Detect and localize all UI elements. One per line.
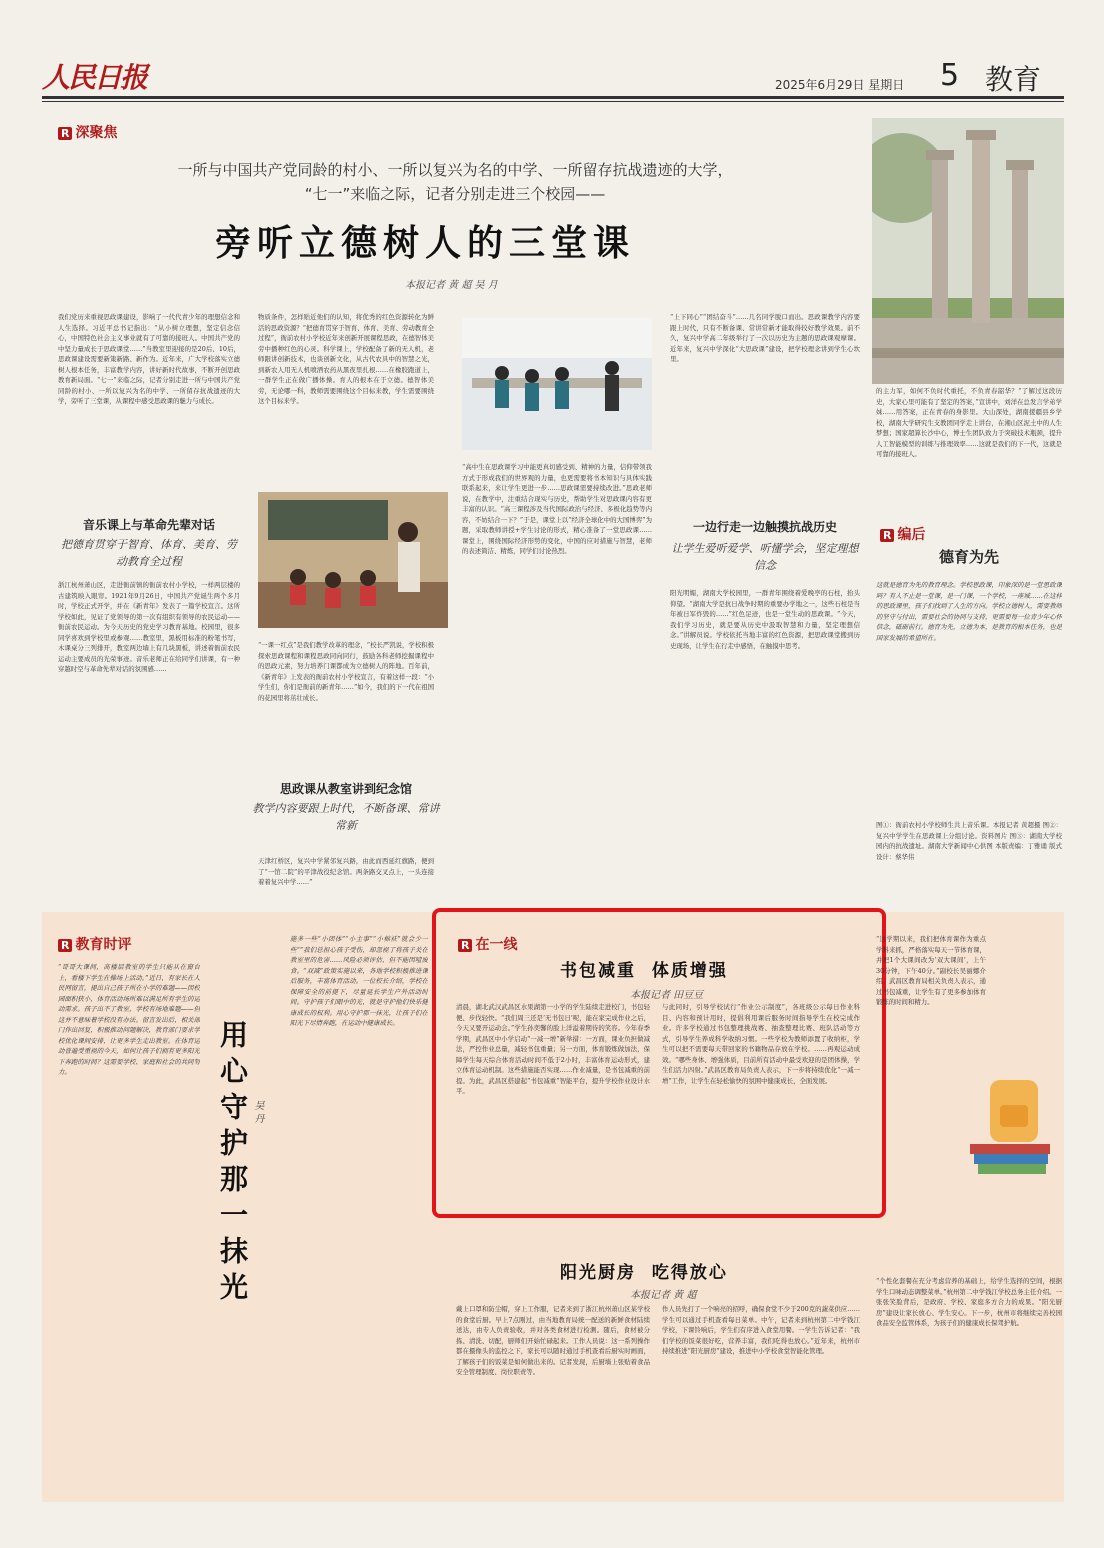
frontline-col3-text: “这学期以来，我们把体育课作为重点学科来抓，严格落实每天一节体育课，并把1个大课间改为‘双大课间’，上午30分钟，下午40分。”副校长吴丽娜介绍。武昌区教育局相关负责人表示，通过书包减重，让学生有了更多参加体育锻炼的时间和精力。	[876, 935, 986, 1006]
backpack-illustration-box	[960, 1060, 1062, 1180]
kitchen-headline: 阳光厨房 吃得放心	[560, 1263, 728, 1283]
frontline-byline: 本报记者 田豆豆	[630, 990, 704, 1001]
commentary-tag: R 教育时评	[58, 934, 131, 954]
photo-pillars	[872, 118, 1064, 384]
feature-intro	[70, 158, 840, 206]
intro-line-1: 一所与中国共产党同龄的村小、一所以复兴为名的中学、一所留存抗战遗迹的大学，	[177, 161, 733, 179]
section-name: 教育	[985, 63, 1042, 96]
commentary-col2-text: 施多一些“小团体”“小主事”“小棉袄”就会少一些“”我们总担心孩子受伤，却忽视了将孩子关在教室里的危害……风险必须评估，但不能因噎废食。“双减”政策实施以来，各地学校积极推进课后服务，丰富体育活动。一位校长介绍，学校在保障安全的前提下，尽量延长学生户外活动时间。守护孩子们眼中的光，就是守护他们快乐健康成长的权利。用心守护那一抹光，让孩子们在阳光下尽情奔跑，在运动中健康成长。	[290, 935, 428, 1027]
feature-subsubhead-3: 让学生爱听爱学、听懂学会，坚定理想信念	[671, 542, 859, 572]
feature-col2-text2: 天津红桥区，复兴中学紧邻复兴路，由此而西延红旗路，便到了“一馆二院”的平津战役纪念馆。两条路交叉点上，一头连接着着复兴中学……”	[258, 857, 434, 886]
kitchen-col1-text: 戴上口罩和防尘帽，穿上工作服，记者来到了浙江杭州萧山区某学校的食堂后厨。早上7点刚过，由当地教育局统一配送的新鲜食材陆续送达，由专人负责验收，并对各类食材进行检测。随后，食材被分拣、清洗、切配，厨师们开始忙碌起来。工作人员说：这一系列操作都在摄像头的监控之下，家长可以随时通过手机查看后厨实时画面，了解孩子们的饭菜是如何做出来的。记者发现，后厨墙上张贴着食品安全管理制度、岗位职责等。	[456, 1305, 650, 1376]
masthead-rule-thin	[42, 101, 1064, 102]
intro-line-2: “七一”来临之际，记者分别走进三个校园——	[304, 185, 606, 203]
commentary-headline: 用心守护那一抹光	[216, 1020, 249, 1308]
frontline-col2-text: 与此同时，引导学校试行“作业公示制度”，各班级公示每日作业科目、内容和预计用时，提倡利用课后服务时间指导学生在校完成作业。许多学校通过书包整理挑战赛、抽查整理比赛、班队活动等方式，引导学生养成科学收纳习惯。一些学校为教师添置了收纳柜，学生可以把不需要每天带回家的书籍物品存放在学校。……再观运动成效。“哪些身体、增强体质，目前所有活动中最受欢迎的是团体操，学生们活力四射。”武昌区教育局负责人表示，下一步将持续优化“一减一增”工作，让学生在轻松愉快的氛围中健康成长，全面发展。	[662, 1003, 860, 1085]
feature-col4-text2: 阳光明媚，湖南大学校园里，一群青年围绕着爱晚亭的石柱，抬头仰望。“湖南大学是抗日战争时期的重要办学地之一，这些石柱是当年被日军炸毁的……”红色足迹，也是一堂生动的思政课。“今天，我们学习历史，就是要从历史中汲取智慧和力量，坚定理想信念。”讲解员说。学校依托当地丰富的红色资源，把思政课堂搬到历史现场，让学生在行走中感悟，在触摸中思考。	[670, 589, 860, 650]
feature-col1-text: 我们党历来重视思政课建设，影响了一代代青少年的理想信念和人生选择。习近平总书记指出：“从小树立理想，坚定信念信心，中国特色社会主义事业就有了可靠的接班人。中国共产党的中坚力量成长于思政课堂……”当教室里迎接的是20后、10后，思政课建设需要新策新路、新作为。近年来，广大学校落实立德树人根本任务，丰富教学内容，讲好新时代故事，不断开创思政教育新局面。“七一”来临之际，记者分别走进一所与中国共产党同龄的村小、一所以复兴为名的中学、一所留存抗战遗迹的大学，旁听了三堂课，从课程中感受思政课的魅力与成长。	[58, 313, 240, 405]
feature-subhead-3: 一边行走一边触摸抗战历史	[692, 520, 837, 534]
afterword-tag: R 编后	[880, 524, 925, 544]
masthead-rule	[42, 96, 1064, 99]
feature-col4-text: “上下同心”“团结奋斗”……几名同学脱口而出。思政课教学内容要跟上时代，只有不断备课、常讲常新才能取得较好教学效果。前不久，复兴中学高二年级举行了一次以历史为主题的思政课观摩课。近年来，复兴中学深化“大思政课”建设，把学校理念讲到学生心坎里。	[670, 313, 860, 363]
feature-subhead-2: 思政课从教室讲到纪念馆	[279, 782, 412, 796]
feature-subhead-1: 音乐课上与革命先辈对话	[82, 518, 215, 532]
feature-byline: 本报记者 黄 超 吴 月	[405, 280, 498, 291]
feature-subsubhead-2: 教学内容要跟上时代，不断备课、常讲常新	[252, 802, 440, 832]
feature-tag: R 深聚焦	[58, 122, 117, 142]
feature-col2-text: 物质条件，怎样贴近他们的认知，将优秀的红色资源转化为鲜活的思政资源？“把德育贯穿于智育、体育、美育、劳动教育全过程”，衙前农村小学校近年来创新开展课程思政，在德智体美劳中播种红色的心灵。科学课上，学校配备了新的无人机，老师跟讲创新技术，也谈创新文化，从古代农具中的智慧之光，到新农人用无人机喷洒农药从黑夜里扎根……在橡胶跑道上，一群学生正在做广播体操。育人的根本在于立德。德智体美劳，无论哪一科，教师需要围绕这个目标来教，学生需要围绕这个目标来学。	[258, 313, 434, 405]
feature-col5-text: 的主力军，如何不负时代重托，不负青春韶华？“了解过这段历史，大家心里可能有了坚定的答案，”宣讲中，刘洋在总发言学弟学妹……用答案，正在青春的身影里。大山深处，湖南援疆县乡学校，湖南大学研究生支教团同学走上讲台，在湘山区泥土中的人生梦想；国家超算长沙中心，博士生团队致力于突破技术瓶颈，提升人工智能模型的训练与推理效率……这就是我们的下一代，这就是可靠的接班人。	[876, 387, 1062, 458]
afterword-title: 德育为先	[938, 548, 999, 566]
photo-credits: 图①：衙前农村小学校师生共上音乐课。本报记者 黄超摄 图②：复兴中学学生在思政课上分组讨论。资料图片 图③：湖南大学校园内的抗战遗址。湖南大学新闻中心供图 本版责编：丁雅诵 版式设计：蔡华伟	[876, 821, 1062, 861]
photo-music-class	[258, 492, 448, 628]
feature-col2-caption: “一课一红点”是我们教学改革的理念，“校长严凯说，学校积极探索思政课程和课程思政同向同行，鼓励各科老师挖掘课程中的思政元素，努力培养门课都成为立德树人的阵地。百年前，《新青年》上发表的衙前农村小学校宣言，有着这样一段：“小学生们，你们是衙前的新青年……”如今，我们的下一代在祖国的花园里将茁壮成长。	[258, 641, 434, 702]
r-icon: R	[880, 529, 894, 542]
photo-classroom	[462, 318, 652, 450]
backpack-books-icon	[960, 1060, 1062, 1180]
feature-col1-text2: 浙江杭州萧山区，走进衙前镇的衙前农村小学校，一样两层楼的古建筑映入眼帘。1921年9月26日，中国共产党诞生两个多月时，学校正式开学，并在《新青年》发表了一篇学校宣言。这所学校如此，见证了党领导的第一次有组织有领导的农民运动——衙前农民运动。为今天历史的党史学习教育基地。校园里，很多同学喜欢到学校里或参观……教室里，黑板用标准的粉笔书写，木课桌分三列排开，教室两边墙上有几块黑板，讲述着衙前农民运动主要成员的光荣事迹。音乐老师正在给同学们讲课，有一种穿越时空与革命先辈对话的氛围感……	[58, 581, 240, 673]
r-icon: R	[58, 939, 72, 952]
music-class-illustration	[258, 492, 448, 628]
commentary-author: 吴 丹	[252, 1100, 263, 1124]
pillars-illustration	[872, 118, 1064, 384]
kitchen-byline: 本报记者 黄 超	[630, 1290, 697, 1301]
r-icon: R	[458, 939, 472, 952]
frontline-headline: 书包减重 体质增强	[560, 961, 728, 981]
page-number: 5	[940, 58, 960, 93]
kitchen-col3-text: “个性化套餐在充分考虑营养的基础上，给学生选择的空间，根据学生口味动态调整菜单。”杭州第二中学钱江学校总务主任介绍。一张张笑脸背后，是政府、学校、家庭多方合力的成果。“阳光厨房”建设让家长放心、学生安心。下一步，杭州市将继续完善校园食品安全监管体系，为孩子们的健康成长保驾护航。	[876, 1277, 1062, 1327]
kitchen-col2-text: 作人员先打了一个响亮的招呼，确保食堂不少于200克的蔬菜供应……学生可以通过手机查看每日菜单。中午，记者来到杭州第二中学钱江学校，下课铃响后，学生们有序进入食堂用餐。一学生告诉记者：“我们学校的饭菜很好吃，营养丰富，我们吃得也放心。”近年来，杭州市持续推进“阳光厨房”建设，推进中小学校食堂智能化管理。	[662, 1305, 860, 1355]
frontline-col1-text: 清晨，湖北武汉武昌区水果湖第一小学的学生陆续走进校门，书包轻便、步伐轻快。“我们周三还是‘无书包日’呢，能在家完成作业之后，今天又要开运动会。”学生孙奕馨的脸上洋溢着期待的笑容。今年春季学期，武昌区中小学启动“一减一增”新举措：一方面，课业负担做减法，严控作业总量，减轻书包重量；另一方面，体育锻炼做加法，保障学生每天综合体育活动时间不低于2小时，丰富体育运动形式，建立体育运动机制。这些措施能否实现……作业减量，是书包减重的前提。为此，武昌区搭建起“书包减重”智能平台，提升学校作业设计水平。	[456, 1003, 650, 1095]
feature-headline: 旁听立德树人的三堂课	[215, 223, 636, 264]
issue-date: 2025年6月29日 星期日	[775, 78, 905, 92]
feature-subsubhead-1: 把德育贯穿于智育、体育、美育、劳动教育全过程	[61, 538, 237, 568]
r-icon: R	[58, 127, 72, 140]
frontline-tag: R 在一线	[458, 934, 517, 954]
newspaper-logo: 人民日报	[42, 61, 147, 94]
commentary-col1-text: “哥哥大课间，高楼层教室的学生只能从在窗台上，看楼下学生在操场上活动。”近日，有家长在人民网留言，提出自己孩子所在小学的难题——因校园面积狭小，体育活动场所难以满足所有学生的运动需求。孩子出不了教室，学校有场地难题——但这并不意味着学校没有办法。留言发出后，相关部门作出回复，积极推动问题解决，教育部门要求学校优化课间安排，让更多学生走出教室。在体育运动普遍受重视的今天，如何让孩子们拥有更多阳光下奔跑的时间？这需要学校、家庭和社会的共同努力。	[58, 963, 200, 1076]
feature-col3-text: “高中生在思政课学习中能更真切感受到、精神的力量，信仰带领我方式于形成我们的世界观的力量，也更需要将书本知识与具体实践联系起来，来让学生更进一步……思政课需要持续改进。”思政老师说，在教学中，注重结合现实与历史，帮助学生对思政课内容有更丰富的认识。“高三课程涉及当代国际政治与经济、多极化趋势等内容，不妨结合一下？”于是，课堂上以“经济全球化中的大国博弈”为题，采取教师讲授+学生讨论的形式，精心准备了一堂思政课……课堂上，围绕国际经济形势的变化，中国的应对措施与智慧，老师的表述简洁、精炼，同学们讨论热烈。	[462, 463, 652, 555]
afterword-text: 这就是德育为先的教育理念。学校思政课，印象深的是一堂思政课吗？有人不止是一堂课，是一门课，一个学校，一座城……在这样的思政课里，孩子们找到了人生的方向。学校立德树人，需要教师的坚守与付出，需要社会的协同与支持，更需要每一位青少年心怀信念，砥砺前行。德育为先，立德为本，是教育的根本任务，也是国家发展的希望所在。	[876, 581, 1062, 642]
classroom-illustration	[462, 318, 652, 450]
